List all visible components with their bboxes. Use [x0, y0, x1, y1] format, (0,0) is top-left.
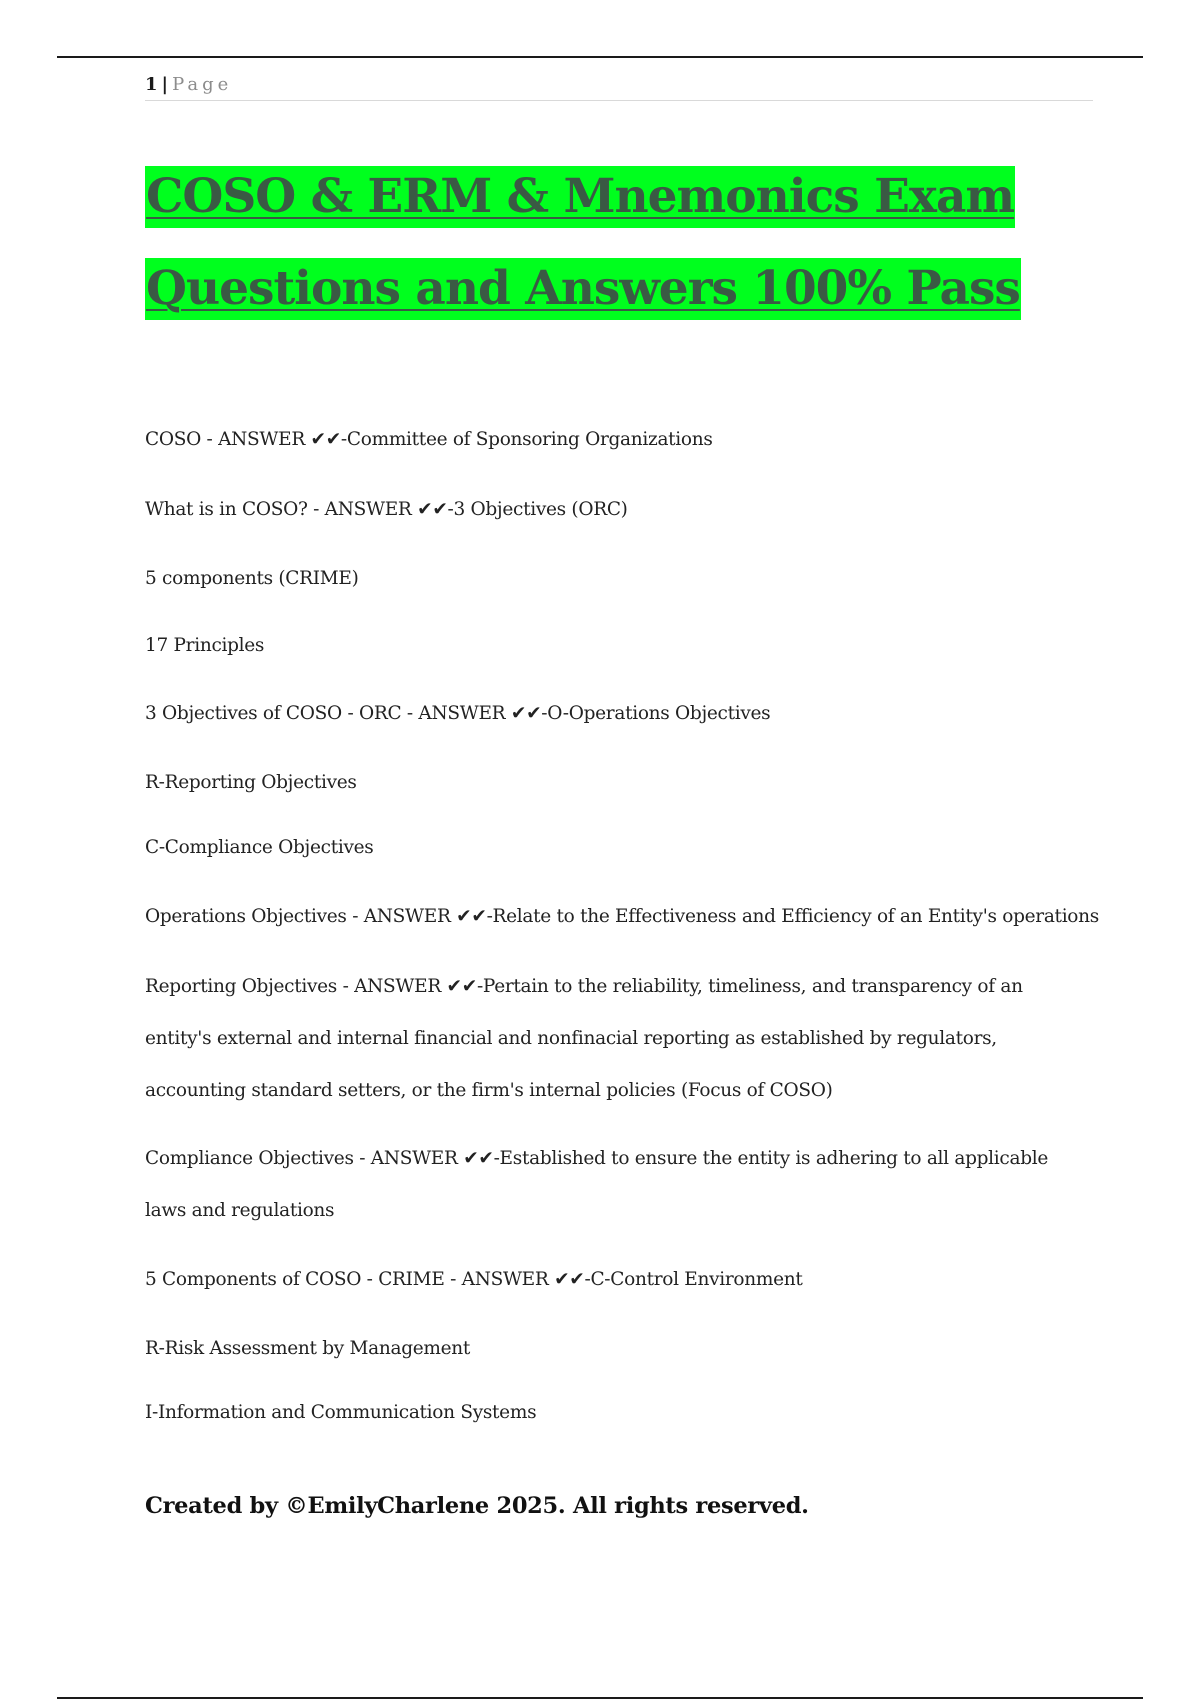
- qa-entry: R-Risk Assessment by Management: [145, 1338, 471, 1359]
- qa-entry: 3 Objectives of COSO - ORC - ANSWER ✔✔-O-Operations Objectives: [145, 703, 771, 724]
- qa-entry: 5 Components of COSO - CRIME - ANSWER ✔✔-C-Control Environment: [145, 1269, 803, 1290]
- page-separator: |: [161, 74, 169, 95]
- page-header: [145, 72, 1093, 101]
- qa-entry: Compliance Objectives - ANSWER ✔✔-Established to ensure the entity is adhering to all applicable laws and regulations: [145, 1148, 1049, 1221]
- qa-entry: I-Information and Communication Systems: [145, 1402, 537, 1423]
- qa-entry: What is in COSO? - ANSWER ✔✔-3 Objectives (ORC): [145, 499, 628, 520]
- qa-entry: 5 components (CRIME): [145, 568, 359, 589]
- bottom-rule: [57, 1697, 1143, 1699]
- qa-entry: COSO - ANSWER ✔✔-Committee of Sponsoring Organizations: [145, 429, 713, 450]
- page-word: Page: [172, 74, 233, 95]
- qa-entry: 17 Principles: [145, 635, 265, 656]
- title-line-1: COSO & ERM & Mnemonics Exam: [145, 166, 1015, 228]
- qa-entry: Operations Objectives - ANSWER ✔✔-Relate to the Effectiveness and Efficiency of an Entity's operations: [145, 906, 1099, 927]
- qa-entry: Reporting Objectives - ANSWER ✔✔-Pertain to the reliability, timeliness, and transparency of an entity's external and internal financial and nonfinacial reporting as established by regulators, accounting standard setters, or the firm's internal policies (Focus of COSO): [145, 976, 1023, 1101]
- title-line-2: Questions and Answers 100% Pass: [145, 258, 1021, 320]
- qa-entry: R-Reporting Objectives: [145, 772, 357, 793]
- qa-entry: C-Compliance Objectives: [145, 837, 374, 858]
- page-number: 1: [145, 74, 158, 95]
- top-rule: [57, 56, 1143, 58]
- copyright-notice: Created by ©EmilyCharlene 2025. All rights reserved.: [145, 1493, 809, 1519]
- document-title: [145, 166, 1105, 320]
